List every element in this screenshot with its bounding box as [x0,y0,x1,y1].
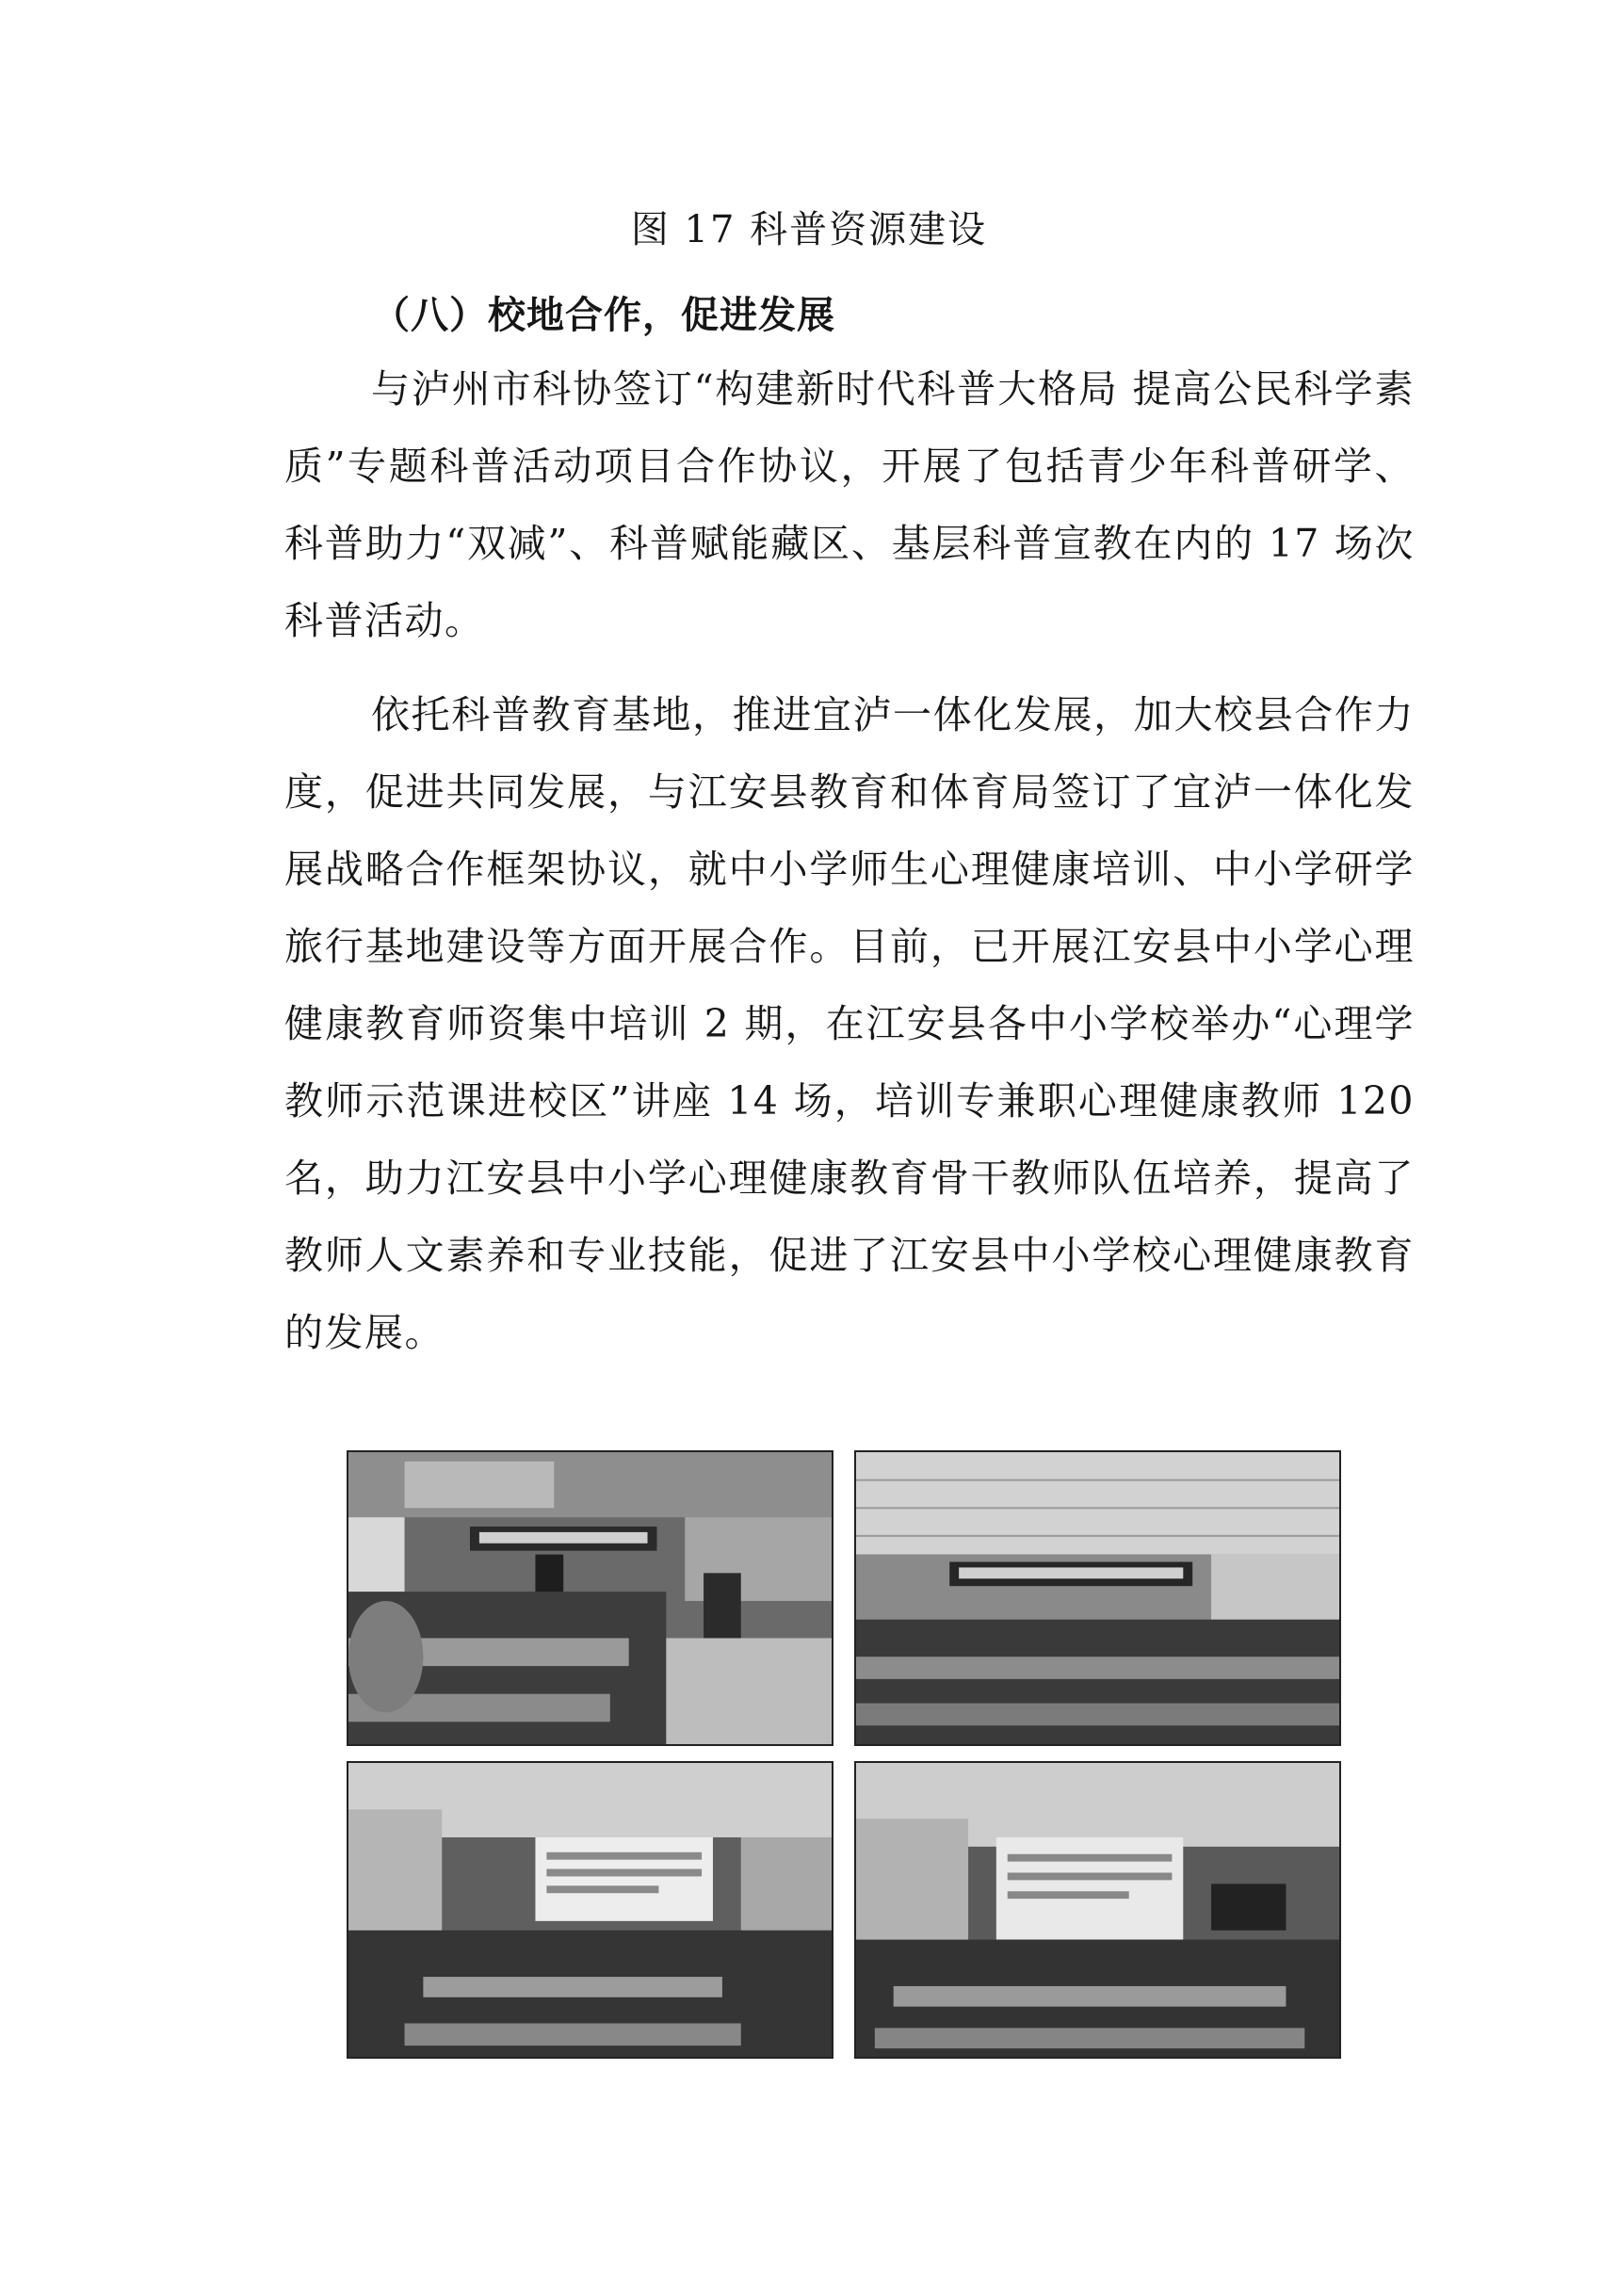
figure-caption: 图 17 科普资源建设 [630,208,988,251]
paragraph-2: 依托科普教育基地，推进宜泸一体化发展，加大校县合作力度，促进共同发展，与江安县教育和体育局签订了宜泸一体化发展战略合作框架协议，就中小学师生心理健康培训、中小学研学旅行基地建设等方面开展合作。目前，已开展江安县中小学心理健康教育师资集中培训 2 期，在江安县各中小学校举办“心理学教师示范课进校区”讲座 14 场，培训专兼职心理健康教师 120 名，助力江安县中小学心理健康教育骨干教师队伍培养，提高了教师人文素养和专业技能，促进了江安县中小学校心理健康教育的发展。 [284,692,1415,1355]
photo-1 [347,1450,833,1746]
photo-2 [854,1450,1341,1746]
photo-3-image [348,1763,832,2057]
photo-2-image [856,1452,1339,1744]
photo-grid [347,1450,1343,2059]
paragraph-1: 与泸州市科协签订“构建新时代科普大格局 提高公民科学素质”专题科普活动项目合作协议，开展了包括青少年科普研学、科普助力“双减”、科普赋能藏区、基层科普宣教在内的 17 场次科普活动。 [284,366,1415,643]
photo-1-image [348,1452,832,1744]
photo-3 [347,1761,833,2059]
photo-4-image [856,1763,1339,2057]
section-heading: （八）校地合作，促进发展 [372,294,835,337]
photo-4 [854,1761,1341,2059]
